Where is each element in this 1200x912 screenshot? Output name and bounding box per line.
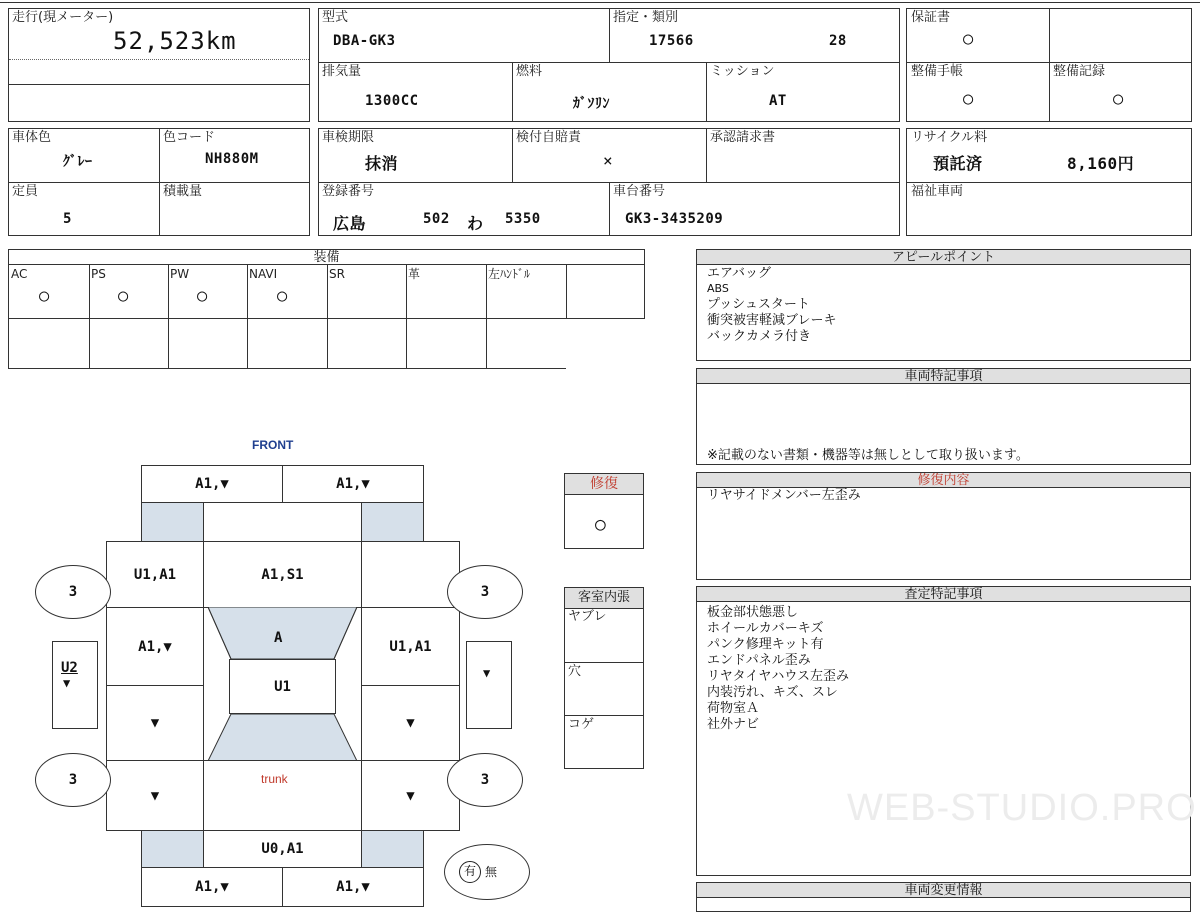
front-left-bumper: A1,▼	[141, 465, 283, 503]
special-notes-box	[696, 368, 1191, 465]
interior-tear: ヤブレ	[568, 609, 607, 624]
right-step-mark: ▼	[483, 666, 491, 680]
warranty-label: 保証書	[911, 10, 951, 25]
special-notes-footer: ※記載のない書類・機器等は無しとして取り扱います。	[707, 448, 1029, 463]
equip-mark-ac: ○	[39, 286, 50, 306]
roof: U1	[229, 659, 336, 714]
fuel-label: 燃料	[516, 64, 543, 79]
rear-right-door: ▼	[361, 685, 460, 761]
rear-right-bumper: A1,▼	[282, 867, 424, 907]
assessment-line-8: 社外ナビ	[707, 717, 760, 732]
assessment-line-5: リヤタイヤハウス左歪み	[707, 669, 849, 684]
front-right-door: U1,A1	[361, 607, 460, 686]
equip-label-navi: NAVI	[249, 267, 278, 281]
registration-number: 5350	[505, 211, 541, 227]
appeal-line-1: エアバッグ	[707, 266, 771, 281]
rear-left-door: ▼	[106, 685, 204, 761]
model-value: DBA-GK3	[333, 33, 396, 49]
appeal-box	[696, 249, 1191, 361]
recycle-label: リサイクル料	[911, 130, 988, 145]
right-side-step	[466, 641, 512, 729]
recycle-amount: 8,160円	[1067, 154, 1135, 173]
maint-book-value: ○	[963, 89, 974, 109]
equip-label-leather: 革	[408, 267, 421, 281]
rear-right-quarter: ▼	[361, 760, 460, 831]
registration-kana: わ	[467, 214, 484, 233]
hood: A1,S1	[203, 541, 362, 608]
spare-no: 無	[485, 865, 498, 879]
mileage-label: 走行(現メーター)	[12, 10, 114, 25]
registration-box	[318, 128, 900, 236]
left-step-mark: ▼	[63, 676, 71, 690]
maint-record-label: 整備記録	[1053, 64, 1106, 79]
interior-box	[564, 587, 644, 769]
approval-label: 承認請求書	[710, 130, 776, 145]
welfare-label: 福祉車両	[911, 184, 964, 199]
repair-details-line-1: リヤサイドメンバー左歪み	[707, 488, 861, 503]
equip-mark-ps: ○	[118, 286, 129, 306]
color-box	[8, 128, 310, 236]
transmission-value: AT	[769, 93, 787, 109]
displacement-label: 排気量	[322, 64, 362, 79]
color-code-label: 色コード	[163, 130, 216, 145]
capacity-value: 5	[63, 211, 72, 227]
windshield: A	[274, 630, 283, 646]
equip-mark-navi: ○	[277, 286, 288, 306]
change-info-box	[696, 882, 1191, 912]
appeal-line-5: バックカメラ付き	[707, 329, 812, 344]
equip-label-pw: PW	[170, 267, 190, 281]
damage-diagram	[0, 430, 560, 900]
equipment-table	[8, 249, 645, 369]
assessment-line-6: 内装汚れ、キズ、スレ	[707, 685, 838, 700]
repair-history-box	[564, 473, 644, 549]
capacity-label: 定員	[12, 184, 39, 199]
repair-history-value: ○	[595, 514, 607, 535]
assessment-line-7: 荷物室Ａ	[707, 701, 760, 716]
model-label: 型式	[322, 10, 349, 25]
repair-details-title: 修復内容	[696, 472, 1191, 488]
repair-details-box	[696, 472, 1191, 580]
spare-tire	[444, 844, 530, 900]
displacement-value: 1300CC	[365, 93, 419, 109]
color-code-value: NH880M	[205, 151, 259, 167]
trunk-area	[203, 760, 362, 831]
equip-label-lhd: 左ﾊﾝﾄﾞﾙ	[488, 267, 531, 281]
front-left-pillar	[141, 502, 204, 542]
assessment-line-3: パンク修理キット有	[707, 637, 824, 652]
insurance-label: 検付自賠責	[516, 130, 582, 145]
maint-record-value: ○	[1113, 89, 1124, 109]
appeal-title: アピールポイント	[696, 249, 1191, 265]
spare-yes: 有	[459, 861, 481, 883]
spec-box	[318, 8, 900, 122]
body-color-value: ｸﾞﾚｰ	[63, 154, 93, 170]
assessment-box	[696, 586, 1197, 876]
inspection-label: 車検期限	[322, 130, 375, 145]
designation-value-1: 17566	[649, 33, 694, 49]
body-color-label: 車体色	[12, 130, 52, 145]
top-edge-line	[0, 2, 1200, 3]
rear-left-quarter: ▼	[106, 760, 204, 831]
equip-label-ps: PS	[91, 267, 106, 281]
repair-history-title: 修復	[564, 473, 644, 495]
assessment-title: 査定特記事項	[696, 586, 1191, 602]
chassis-label: 車台番号	[613, 184, 666, 199]
registration-label: 登録番号	[322, 184, 375, 199]
assessment-line-2: ホイールカバーキズ	[707, 621, 824, 636]
tire-rear-left: 3	[35, 753, 111, 807]
equip-label-ac: AC	[11, 267, 28, 281]
chassis-value: GK3-3435209	[625, 211, 724, 227]
insurance-value: ×	[603, 151, 614, 170]
interior-hole: 穴	[568, 664, 582, 679]
interior-burn: コゲ	[568, 717, 595, 732]
designation-value-2: 28	[829, 33, 847, 49]
front-right-pillar	[361, 502, 424, 542]
assessment-line-1: 板金部状態悪し	[707, 605, 799, 620]
left-step-code: U2	[61, 660, 78, 676]
fuel-value: ｶﾞｿﾘﾝ	[573, 96, 610, 112]
front-left-fender: U1,A1	[106, 541, 204, 608]
warranty-value: ○	[963, 29, 974, 49]
interior-title: 客室内張	[564, 587, 644, 609]
change-info-title: 車両変更情報	[696, 882, 1191, 898]
tire-front-left: 3	[35, 565, 111, 619]
equip-mark-pw: ○	[197, 286, 208, 306]
front-right-bumper: A1,▼	[282, 465, 424, 503]
equipment-title: 装備	[9, 250, 644, 265]
load-label: 積載量	[163, 184, 203, 199]
mileage-value: 52,523km	[113, 27, 237, 55]
rear-right-pillar	[361, 830, 424, 868]
special-notes-title: 車両特記事項	[696, 368, 1191, 384]
appeal-line-4: 衝突被害軽減ブレーキ	[707, 313, 837, 328]
registration-place: 広島	[333, 214, 367, 233]
appeal-line-3: プッシュスタート	[707, 297, 810, 312]
mileage-box	[8, 8, 310, 122]
front-right-fender	[361, 541, 460, 608]
registration-class: 502	[423, 211, 450, 227]
tire-rear-right: 3	[447, 753, 523, 807]
trunk-label: trunk	[261, 772, 288, 786]
watermark: WEB-STUDIO.PRO	[847, 787, 1197, 829]
recycle-status: 預託済	[933, 154, 983, 173]
recycle-box	[906, 128, 1192, 236]
equip-label-sr: SR	[329, 267, 345, 281]
rear-left-pillar	[141, 830, 204, 868]
designation-label: 指定・類別	[613, 10, 679, 25]
front-label: FRONT	[252, 438, 294, 452]
maint-book-label: 整備手帳	[911, 64, 964, 79]
left-side-step	[52, 641, 98, 729]
appeal-line-2: ABS	[707, 282, 729, 295]
transmission-label: ミッション	[710, 64, 775, 79]
rear-left-bumper: A1,▼	[141, 867, 283, 907]
tire-front-right: 3	[447, 565, 523, 619]
assessment-line-4: エンドパネル歪み	[707, 653, 811, 668]
rear-panel: U0,A1	[203, 830, 362, 868]
front-left-door: A1,▼	[106, 607, 204, 686]
inspection-value: 抹消	[365, 154, 399, 173]
documents-box	[906, 8, 1192, 122]
